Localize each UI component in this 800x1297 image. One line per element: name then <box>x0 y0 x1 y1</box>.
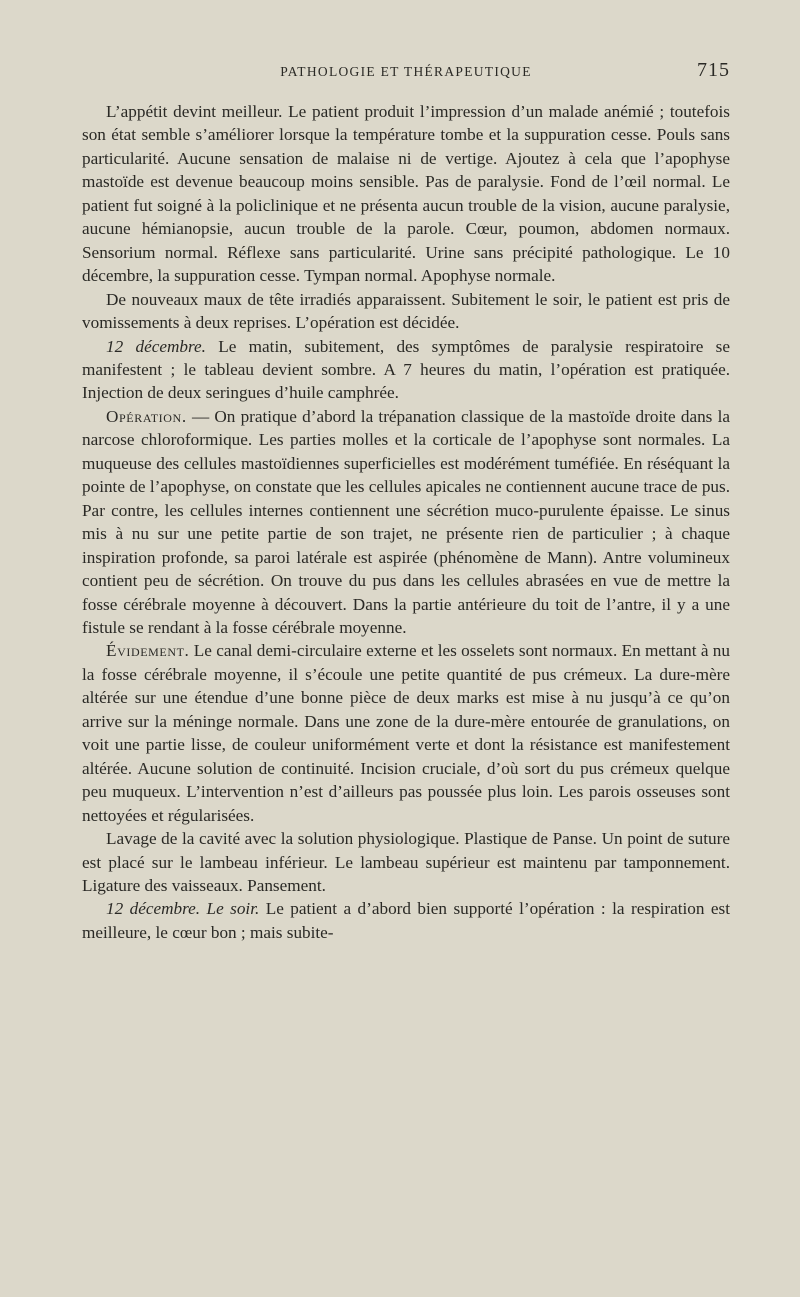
paragraph-4-text: — On pratique d’abord la trépanation classique de la mastoïde droite dans la narcose chloroformique. Les parties molles et la corticale de l’apophyse sont normales. La muqueuse des cellules mastoïdiennes superficielles est modérément tuméfiée. En réséquant la pointe de l’apophyse, on constate que les cellules apicales ne contiennent aucune trace de pus. Par contre, les cellules internes contiennent une sécrétion muco-purulente épaisse. Le sinus mis à nu sur une petite partie de son trajet, ne présente rien de particulier ; à chaque inspiration profonde, sa paroi latérale est aspirée (phénomène de Mann). Antre volumineux contient peu de sécrétion. On trouve du pus dans les cellules abrasées en vue de mettre la fosse cérébrale moyenne à découvert. Dans la partie antérieure du toit de l’antre, il y a une fistule se rendant à la fosse cérébrale moyenne. <box>82 406 730 637</box>
page-header <box>82 59 730 88</box>
paragraph-5 <box>82 639 730 827</box>
paragraph-7 <box>82 897 730 944</box>
body-text <box>82 100 730 944</box>
page-number: 715 <box>697 59 730 81</box>
date-heading: 12 décembre. <box>106 336 206 356</box>
paragraph-6: Lavage de la cavité avec la solution physiologique. Plastique de Panse. Un point de suture est placé sur le lambeau inférieur. Le lambeau supérieur est maintenu par tamponnement. Ligature des vaisseaux. Pansement. <box>82 829 730 895</box>
running-head: PATHOLOGIE ET THÉRAPEUTIQUE <box>280 64 532 79</box>
paragraph-7-text: Le patient a d’abord bien supporté l’opération : la respiration est meilleure, le cœur bon ; mais subite- <box>82 899 730 942</box>
paragraph-4 <box>82 405 730 640</box>
section-heading-evidement: Évidement. <box>106 641 190 661</box>
paragraph-3-text: Le matin, subitement, des symptômes de paralysie respiratoire se manifestent ; le tableau devient sombre. A 7 heures du matin, l’opération est pratiquée. Injection de deux seringues d’huile camphrée. <box>82 336 730 403</box>
paragraph-3 <box>82 335 730 405</box>
paragraph-1: L’appétit devint meilleur. Le patient produit l’impression d’un malade anémié ; toutefois son état semble s’améliorer lorsque la température tombe et la suppuration cesse. Pouls sans particularité. Aucune sensation de malaise ni de vertige. Ajoutez à cela que l’apophyse mastoïde est devenue beaucoup moins sensible. Pas de paralysie. Fond de l’œil normal. Le patient fut soigné à la policlinique et ne présenta aucun trouble de la vision, aucune paralysie, aucune hémianopsie, aucun trouble de la parole. Cœur, poumon, abdomen normaux. Sensorium normal. Réflexe sans particularité. Urine sans précipité pathologique. Le 10 décembre, la suppuration cesse. Tympan normal. Apophyse normale. <box>82 102 730 286</box>
paragraph-5-text: Le canal demi-circulaire externe et les osselets sont normaux. En mettant à nu la fosse cérébrale moyenne, il s’écoule une petite quantité de pus crémeux. La dure-mère altérée sur une étendue d’une bonne pièce de deux marks est mise à nu jusqu’à ce qu’on arrive sur la méninge normale. Dans une zone de la dure-mère entourée de granulations, on voit une partie lisse, de couleur uniformément verte et dont la résistance est manifestement altérée. Aucune solution de continuité. Incision cruciale, d’où sort du pus crémeux quelque peu muqueux. L’intervention n’est d’ailleurs pas poussée plus loin. Les parois osseuses sont nettoyées et régularisées. <box>82 641 730 825</box>
date-heading-evening: 12 décembre. Le soir. <box>106 899 260 919</box>
paragraph-2: De nouveaux maux de tête irradiés apparaissent. Subitement le soir, le patient est pris de vomissements à deux reprises. L’opération est décidée. <box>82 289 730 333</box>
section-heading-operation: Opération. <box>106 406 187 426</box>
